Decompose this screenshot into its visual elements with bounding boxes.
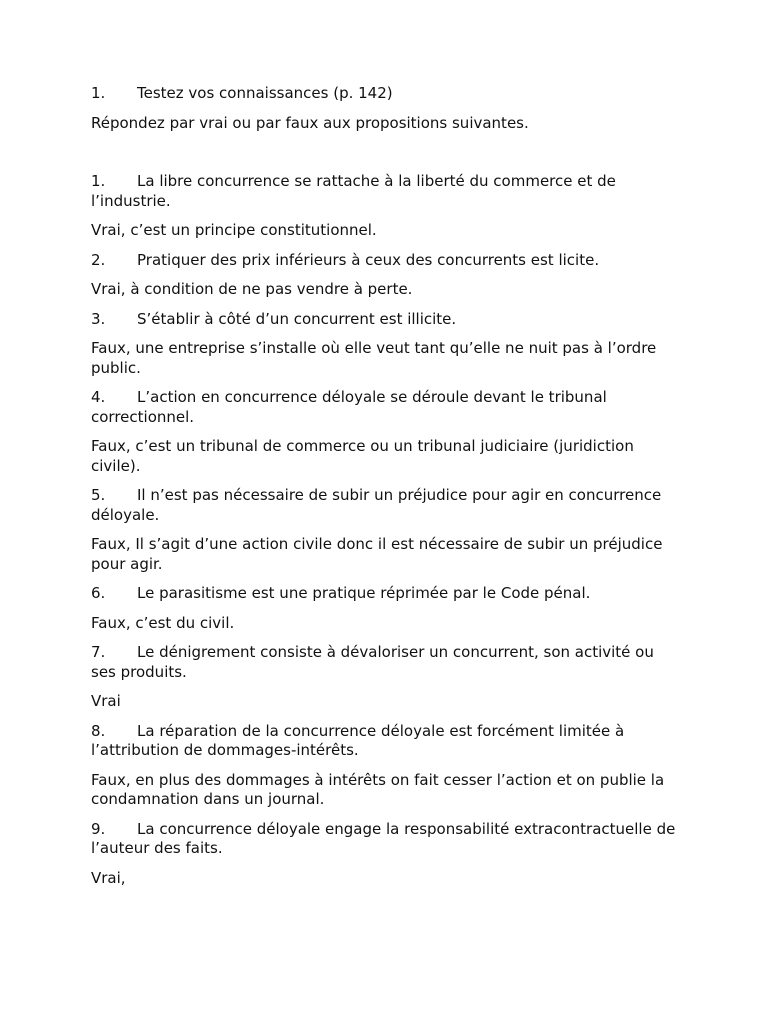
question-6 bbox=[91, 584, 683, 604]
answer-5: Faux, Il s’agit d’une action civile donc il est nécessaire de subir un préjudice pour agir. bbox=[91, 535, 663, 573]
question-number: 4. bbox=[91, 388, 106, 406]
question-text: Pratiquer des prix inférieurs à ceux des concurrents est licite. bbox=[137, 250, 600, 269]
section-number: 1. bbox=[91, 84, 106, 102]
section-title-text: Testez vos connaissances (p. 142) bbox=[137, 84, 393, 102]
section-title bbox=[91, 84, 683, 104]
question-8 bbox=[91, 722, 683, 761]
question-4 bbox=[91, 388, 683, 427]
question-text: Le parasitisme est une pratique réprimée par le Code pénal. bbox=[137, 584, 591, 602]
answer-4: Faux, c’est un tribunal de commerce ou un tribunal judiciaire (juridiction civile). bbox=[91, 437, 634, 475]
question-number: 6. bbox=[91, 584, 106, 602]
question-number: 1. bbox=[91, 172, 106, 190]
answer-2: Vrai, à condition de ne pas vendre à perte. bbox=[91, 280, 413, 298]
question-number: 9. bbox=[91, 819, 106, 838]
question-number: 3. bbox=[91, 309, 106, 328]
question-number: 2. bbox=[91, 250, 106, 269]
question-text: La réparation de la concurrence déloyale est forcément limitée à l’attribution de dommages-intérêts. bbox=[91, 721, 625, 759]
document-page bbox=[91, 84, 683, 898]
answer-8: Faux, en plus des dommages à intérêts on fait cesser l’action et on publie la condamnation dans un journal. bbox=[91, 770, 665, 808]
question-text: La libre concurrence se rattache à la liberté du commerce et de l’industrie. bbox=[91, 172, 616, 210]
answer-6: Faux, c’est du civil. bbox=[91, 613, 235, 632]
question-number: 5. bbox=[91, 486, 106, 504]
answer-3: Faux, une entreprise s’installe où elle veut tant qu’elle ne nuit pas à l’ordre public. bbox=[91, 339, 657, 377]
question-1 bbox=[91, 172, 683, 211]
question-3 bbox=[91, 310, 683, 330]
question-9 bbox=[91, 820, 683, 859]
answer-9: Vrai, bbox=[91, 868, 126, 887]
question-2 bbox=[91, 251, 683, 271]
question-7 bbox=[91, 643, 683, 682]
question-number: 7. bbox=[91, 643, 106, 661]
question-text: Le dénigrement consiste à dévaloriser un concurrent, son activité ou ses produits. bbox=[91, 643, 654, 681]
answer-1: Vrai, c’est un principe constitutionnel. bbox=[91, 221, 377, 239]
instruction: Répondez par vrai ou par faux aux propositions suivantes. bbox=[91, 113, 529, 132]
question-number: 8. bbox=[91, 721, 106, 740]
answer-7: Vrai bbox=[91, 692, 121, 710]
question-text: L’action en concurrence déloyale se déroule devant le tribunal correctionnel. bbox=[91, 388, 607, 426]
question-5 bbox=[91, 486, 683, 525]
question-text: La concurrence déloyale engage la responsabilité extracontractuelle de l’auteur des faits. bbox=[91, 819, 676, 857]
question-text: S’établir à côté d’un concurrent est illicite. bbox=[137, 309, 457, 328]
question-text: Il n’est pas nécessaire de subir un préjudice pour agir en concurrence déloyale. bbox=[91, 486, 662, 524]
